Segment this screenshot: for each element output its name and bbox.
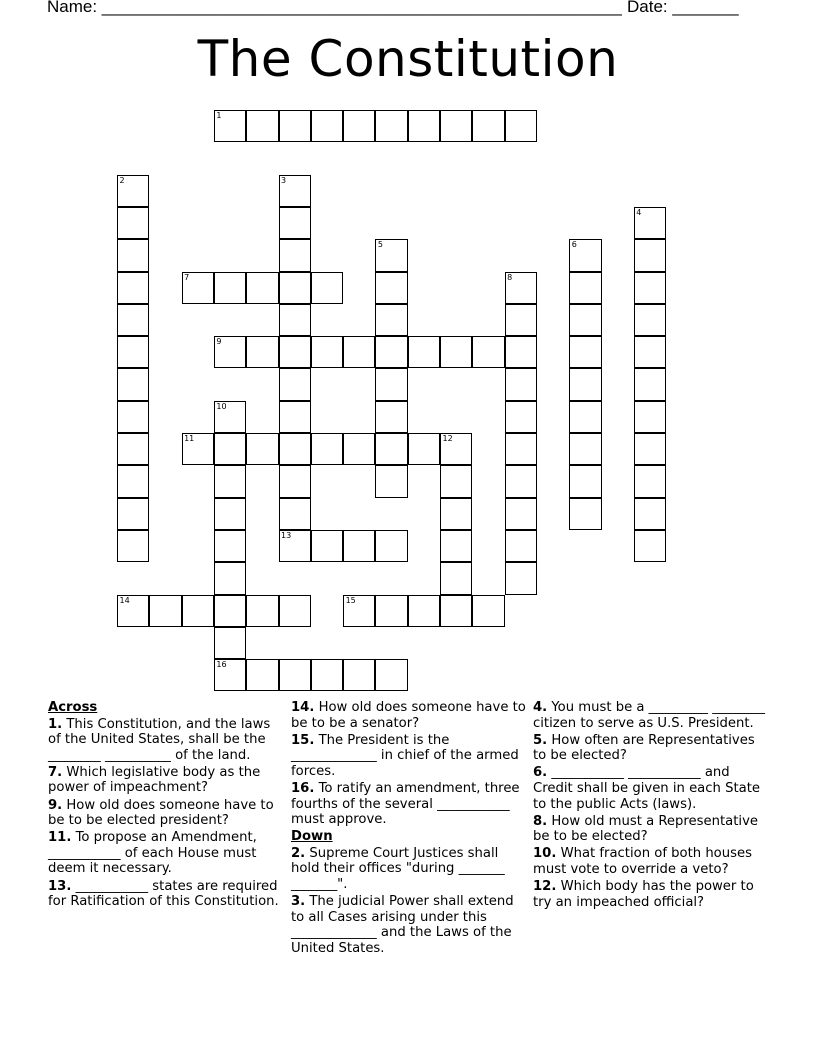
crossword-cell[interactable] [117, 368, 149, 400]
date-field: Date: _______ [627, 0, 739, 16]
crossword-cell[interactable] [569, 304, 601, 336]
crossword-cell[interactable] [375, 336, 407, 368]
crossword-cell[interactable] [214, 562, 246, 594]
crossword-cell[interactable] [569, 272, 601, 304]
crossword-cell[interactable] [634, 336, 666, 368]
clue-item-text: How old must a Representative be to be elected? [533, 813, 758, 845]
across-heading: Across [48, 700, 98, 715]
clue-number: 11 [184, 434, 195, 443]
crossword-cell[interactable] [117, 401, 149, 433]
crossword-cell[interactable] [634, 401, 666, 433]
clue-item-text: Supreme Court Justices shall hold their offices "during _______ _______". [291, 845, 505, 893]
crossword-cell[interactable] [634, 304, 666, 336]
crossword-cell[interactable] [634, 207, 666, 239]
crossword-cell[interactable] [505, 562, 537, 594]
clue-number: 2 [119, 175, 125, 185]
clue-number: 15 [345, 595, 356, 605]
crossword-cell[interactable] [505, 401, 537, 433]
clue-number: 6 [571, 240, 577, 250]
crossword-cell[interactable] [375, 368, 407, 400]
name-field: Name: _______________________________________________________ [47, 0, 622, 16]
crossword-cell[interactable] [182, 433, 214, 465]
clue-item-number: 12. [533, 879, 557, 895]
crossword-cell[interactable] [408, 110, 440, 142]
clue-column-2 [291, 700, 529, 958]
crossword-cell[interactable] [149, 595, 181, 627]
crossword-cell[interactable] [343, 336, 375, 368]
crossword-cell[interactable] [505, 530, 537, 562]
crossword-cell[interactable] [182, 272, 214, 304]
clue-item [533, 733, 771, 764]
clue-item-text: ___________ ___________ and Credit shall be given in each State to the public Acts (laws). [533, 765, 760, 812]
clue-item-number: 8. [533, 813, 548, 829]
clue-item-text: The President is the _____________ in chief of the armed forces. [291, 732, 519, 779]
crossword-cell[interactable] [117, 304, 149, 336]
crossword-cell[interactable] [505, 498, 537, 530]
crossword-cell[interactable] [375, 433, 407, 465]
page-title: The Constitution [197, 30, 619, 88]
clue-number: 4 [636, 207, 642, 217]
clue-item-number: 9. [48, 797, 63, 813]
crossword-cell[interactable] [375, 110, 407, 142]
crossword-cell[interactable] [440, 336, 472, 368]
crossword-cell[interactable] [375, 530, 407, 562]
crossword-cell[interactable] [311, 336, 343, 368]
crossword-cell[interactable] [117, 595, 149, 627]
clue-item-text: ___________ states are required for Ratification of this Constitution. [48, 878, 279, 910]
crossword-cell[interactable] [279, 239, 311, 271]
clue-item [533, 765, 771, 812]
crossword-cell[interactable] [505, 272, 537, 304]
crossword-cell[interactable] [375, 272, 407, 304]
crossword-cell[interactable] [214, 659, 246, 691]
crossword-cell[interactable] [279, 304, 311, 336]
clue-item-text: You must be a _________ ________ citizen to serve as U.S. President. [533, 700, 765, 731]
crossword-cell[interactable] [440, 595, 472, 627]
crossword-cell[interactable] [408, 595, 440, 627]
clue-item [48, 765, 286, 796]
crossword-cell[interactable] [246, 595, 278, 627]
crossword-cell[interactable] [505, 368, 537, 400]
clue-number: 8 [507, 272, 513, 282]
crossword-cell[interactable] [375, 304, 407, 336]
crossword-cell[interactable] [505, 304, 537, 336]
crossword-cell[interactable] [569, 239, 601, 271]
crossword-cell[interactable] [117, 272, 149, 304]
crossword-cell[interactable] [214, 336, 246, 368]
crossword-cell[interactable] [505, 465, 537, 497]
crossword-cell[interactable] [343, 530, 375, 562]
crossword-cell[interactable] [117, 207, 149, 239]
clue-item-text: How often are Representatives to be elected? [533, 732, 755, 764]
clue-item-number: 5. [533, 732, 548, 748]
crossword-cell[interactable] [279, 498, 311, 530]
clue-item-text: Which legislative body as the power of impeachment? [48, 764, 261, 796]
crossword-cell[interactable] [375, 659, 407, 691]
crossword-cell[interactable] [279, 465, 311, 497]
clue-column-1 [48, 700, 286, 911]
crossword-cell[interactable] [634, 239, 666, 271]
clue-item [291, 846, 529, 893]
crossword-cell[interactable] [440, 562, 472, 594]
crossword-cell[interactable] [472, 595, 504, 627]
crossword-cell[interactable] [505, 433, 537, 465]
crossword-cell[interactable] [375, 401, 407, 433]
clue-item [48, 798, 286, 829]
clue-item-text: The judicial Power shall extend to all Cases arising under this _____________ and the Laws of the United States. [291, 894, 514, 956]
crossword-cell[interactable] [279, 207, 311, 239]
clue-item-number: 14. [291, 700, 315, 715]
clue-item-number: 2. [291, 845, 306, 861]
crossword-cell[interactable] [569, 368, 601, 400]
clue-number: 3 [281, 175, 287, 185]
crossword-cell[interactable] [117, 175, 149, 207]
crossword-cell[interactable] [214, 110, 246, 142]
crossword-cell[interactable] [117, 239, 149, 271]
crossword-cell[interactable] [375, 239, 407, 271]
crossword-cell[interactable] [311, 530, 343, 562]
clue-item [48, 830, 286, 877]
crossword-cell[interactable] [117, 530, 149, 562]
crossword-cell[interactable] [440, 433, 472, 465]
crossword-cell[interactable] [634, 498, 666, 530]
clue-item-text: How old does someone have to be to be a senator? [291, 700, 526, 731]
clue-item-number: 10. [533, 846, 557, 862]
clue-column-3 [533, 700, 771, 912]
crossword-cell[interactable] [569, 465, 601, 497]
clue-item [291, 894, 529, 956]
clue-item-text: This Constitution, and the laws of the United States, shall be the ________ __________ of the land. [48, 716, 271, 763]
crossword-cell[interactable] [182, 595, 214, 627]
crossword-cell[interactable] [279, 530, 311, 562]
crossword-cell[interactable] [375, 465, 407, 497]
crossword-cell[interactable] [634, 433, 666, 465]
clue-item-number: 16. [291, 780, 315, 796]
crossword-cell[interactable] [117, 498, 149, 530]
crossword-cell[interactable] [214, 465, 246, 497]
crossword-cell[interactable] [214, 530, 246, 562]
crossword-cell[interactable] [343, 110, 375, 142]
crossword-cell[interactable] [279, 175, 311, 207]
clue-item-text: To ratify an amendment, three fourths of the several ___________ must approve. [291, 780, 520, 828]
crossword-cell[interactable] [408, 433, 440, 465]
clue-item [48, 717, 286, 764]
crossword-cell[interactable] [117, 465, 149, 497]
clue-item-text: What fraction of both houses must vote to override a veto? [533, 846, 752, 877]
crossword-cell[interactable] [214, 401, 246, 433]
crossword-cell[interactable] [311, 659, 343, 691]
crossword-cell[interactable] [214, 498, 246, 530]
crossword-cell[interactable] [634, 368, 666, 400]
clue-number: 5 [377, 240, 383, 250]
crossword-cell[interactable] [279, 433, 311, 465]
clue-item [533, 879, 771, 910]
clue-item [48, 879, 286, 910]
crossword-cell[interactable] [246, 433, 278, 465]
crossword-cell[interactable] [246, 272, 278, 304]
crossword-cell[interactable] [634, 465, 666, 497]
crossword-cell[interactable] [440, 110, 472, 142]
crossword-cell[interactable] [472, 336, 504, 368]
clue-item [533, 814, 771, 845]
clue-item-number: 15. [291, 732, 315, 748]
clue-number: 10 [216, 401, 227, 411]
crossword-cell[interactable] [440, 530, 472, 562]
clue-number: 7 [184, 272, 190, 282]
clue-item [291, 733, 529, 780]
clue-item-number: 11. [48, 830, 72, 846]
crossword-cell[interactable] [246, 659, 278, 691]
clue-item-number: 6. [533, 765, 548, 781]
crossword-cell[interactable] [279, 110, 311, 142]
clue-item-number: 13. [48, 878, 72, 894]
crossword-cell[interactable] [279, 595, 311, 627]
clue-number: 1 [216, 111, 222, 120]
clue-item [533, 700, 771, 731]
clue-item-number: 7. [48, 764, 63, 780]
clue-item [291, 700, 529, 731]
crossword-cell[interactable] [505, 110, 537, 142]
crossword-cell[interactable] [214, 272, 246, 304]
crossword-cell[interactable] [343, 433, 375, 465]
crossword-cell[interactable] [505, 336, 537, 368]
clue-item [291, 781, 529, 828]
clue-item-text: How old does someone have to be to be elected president? [48, 797, 274, 829]
crossword-cell[interactable] [634, 530, 666, 562]
clue-item-text: To propose an Amendment, ___________ of each House must deem it necessary. [48, 830, 257, 877]
crossword-cell[interactable] [214, 627, 246, 659]
clue-item-text: Which body has the power to try an impeached official? [533, 879, 754, 910]
crossword-cell[interactable] [311, 110, 343, 142]
crossword-cell[interactable] [569, 433, 601, 465]
crossword-cell[interactable] [343, 595, 375, 627]
clue-number: 12 [442, 434, 453, 443]
down-heading: Down [291, 829, 333, 845]
clue-item-number: 1. [48, 716, 63, 732]
crossword-cell[interactable] [279, 368, 311, 400]
crossword-cell[interactable] [569, 336, 601, 368]
crossword-cell[interactable] [311, 272, 343, 304]
crossword-cell[interactable] [569, 498, 601, 530]
crossword-cell[interactable] [569, 401, 601, 433]
crossword-cell[interactable] [634, 272, 666, 304]
clue-number: 13 [281, 530, 292, 540]
clue-item [533, 846, 771, 877]
crossword-cell[interactable] [117, 433, 149, 465]
crossword-cell[interactable] [279, 659, 311, 691]
crossword-cell[interactable] [279, 401, 311, 433]
crossword-cell[interactable] [214, 595, 246, 627]
crossword-cell[interactable] [440, 465, 472, 497]
clue-item-number: 3. [291, 894, 306, 910]
crossword-cell[interactable] [279, 336, 311, 368]
crossword-cell[interactable] [440, 498, 472, 530]
crossword-cell[interactable] [246, 110, 278, 142]
clue-item-number: 4. [533, 700, 548, 715]
crossword-cell[interactable] [311, 433, 343, 465]
crossword-cell[interactable] [279, 272, 311, 304]
clue-number: 16 [216, 660, 227, 670]
crossword-cell[interactable] [343, 659, 375, 691]
crossword-cell[interactable] [214, 433, 246, 465]
crossword-cell[interactable] [246, 336, 278, 368]
crossword-cell[interactable] [117, 336, 149, 368]
crossword-cell[interactable] [375, 595, 407, 627]
clue-number: 9 [216, 337, 222, 347]
clue-number: 14 [119, 595, 130, 605]
crossword-cell[interactable] [408, 336, 440, 368]
crossword-cell[interactable] [472, 110, 504, 142]
